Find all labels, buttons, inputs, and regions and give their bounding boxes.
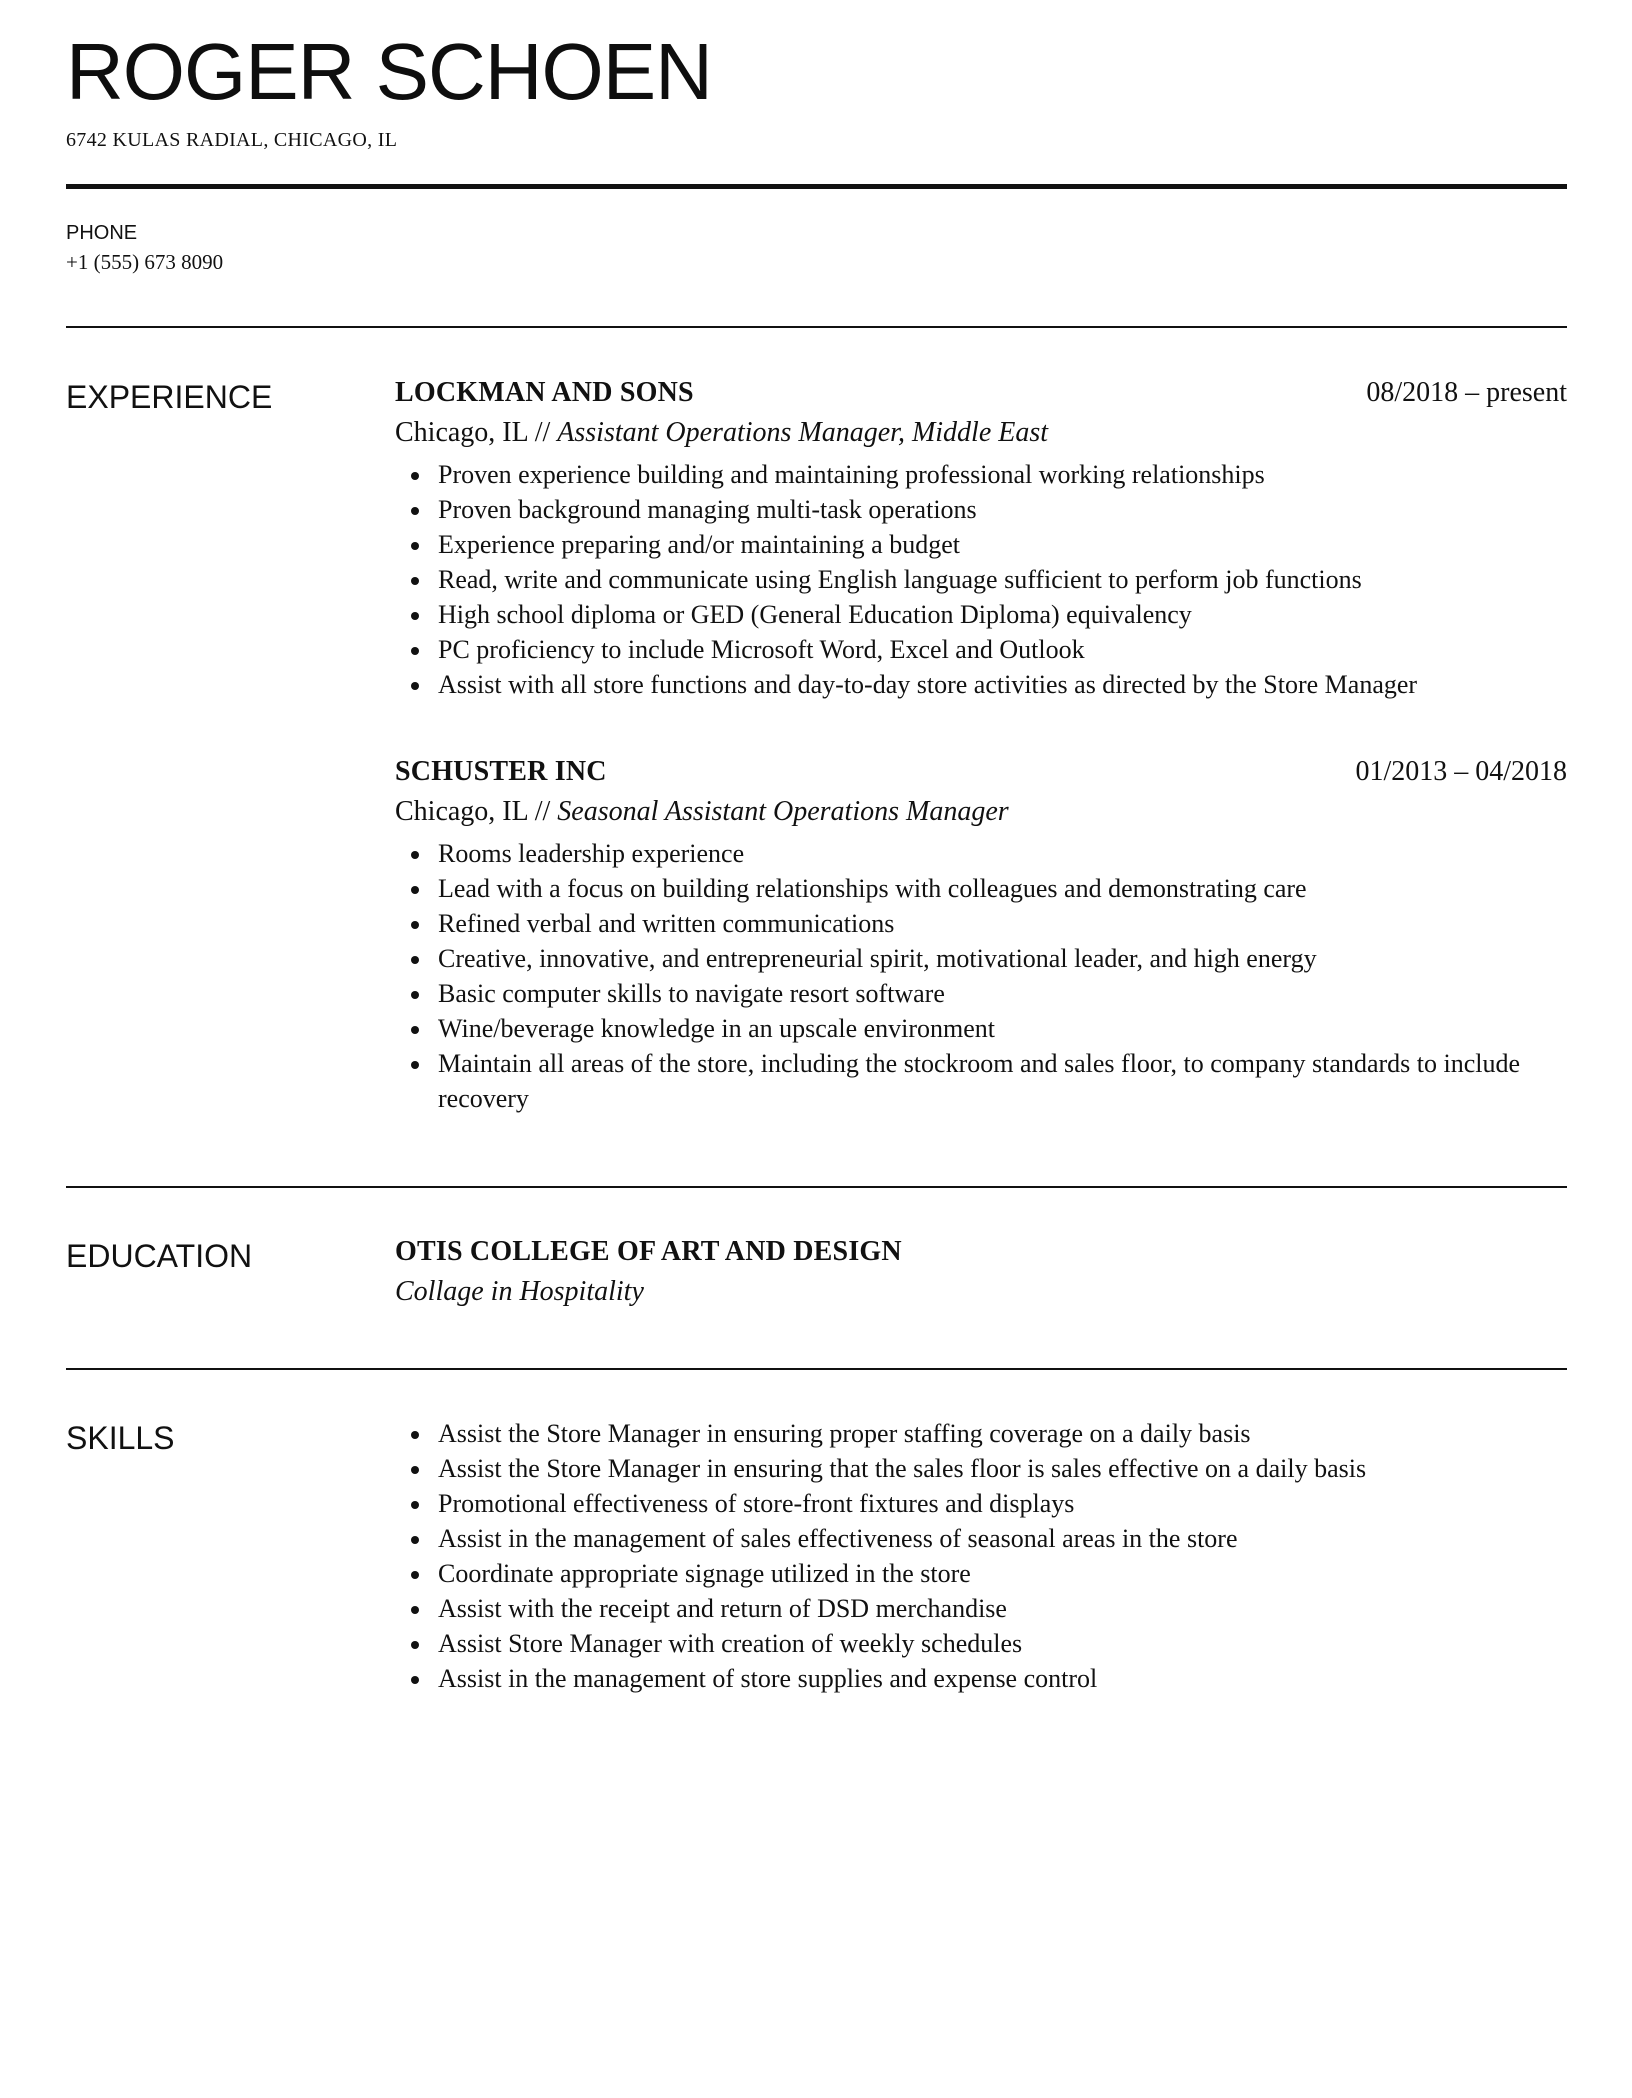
- job-bullet: Experience preparing and/or maintaining a budget: [409, 527, 1567, 562]
- skill-item: Assist the Store Manager in ensuring that the sales floor is sales effective on a daily basis: [409, 1451, 1567, 1486]
- job-bullet: Basic computer skills to navigate resort software: [409, 976, 1567, 1011]
- education-divider: [66, 1368, 1567, 1370]
- education-school: OTIS COLLEGE OF ART AND DESIGN: [395, 1236, 902, 1267]
- education-section: [66, 1234, 1567, 1310]
- skill-item: Coordinate appropriate signage utilized in the store: [409, 1556, 1567, 1591]
- job-bullet: Refined verbal and written communications: [409, 906, 1567, 941]
- experience-divider: [66, 1186, 1567, 1188]
- job-bullet: Creative, innovative, and entrepreneurial spirit, motivational leader, and high energy: [409, 941, 1567, 976]
- education-body: [395, 1234, 1567, 1310]
- job-bullet: Lead with a focus on building relationships with colleagues and demonstrating care: [409, 871, 1567, 906]
- phone-value: +1 (555) 673 8090: [66, 250, 224, 274]
- header-divider: [66, 184, 1567, 189]
- job-bullet: Rooms leadership experience: [409, 836, 1567, 871]
- experience-body: [395, 375, 1567, 1116]
- experience-heading: EXPERIENCE: [66, 379, 273, 415]
- job-bullet: Assist with all store functions and day-to-day store activities as directed by the Store Manager: [409, 667, 1567, 702]
- skills-list: [395, 1416, 1567, 1696]
- experience-section: [66, 375, 1567, 1116]
- education-heading: EDUCATION: [66, 1238, 253, 1274]
- skill-item: Assist with the receipt and return of DSD merchandise: [409, 1591, 1567, 1626]
- job-bullet: Wine/beverage knowledge in an upscale environment: [409, 1011, 1567, 1046]
- skill-item: Assist in the management of sales effectiveness of seasonal areas in the store: [409, 1521, 1567, 1556]
- job-location: Chicago, IL: [395, 417, 528, 448]
- job-bullet: PC proficiency to include Microsoft Word, Excel and Outlook: [409, 632, 1567, 667]
- education-degree: Collage in Hospitality: [395, 1276, 644, 1307]
- job-company: SCHUSTER INC: [395, 756, 607, 787]
- job-separator: //: [534, 796, 551, 827]
- phone-label: PHONE: [66, 222, 138, 244]
- contact-divider: [66, 326, 1567, 328]
- job-entry: [395, 754, 1567, 1116]
- skill-item: Promotional effectiveness of store-front fixtures and displays: [409, 1486, 1567, 1521]
- skills-body: [395, 1416, 1567, 1696]
- job-company: LOCKMAN AND SONS: [395, 377, 694, 408]
- skill-item: Assist Store Manager with creation of weekly schedules: [409, 1626, 1567, 1661]
- job-bullets: [395, 836, 1567, 1116]
- job-bullet: High school diploma or GED (General Education Diploma) equivalency: [409, 597, 1567, 632]
- job-location: Chicago, IL: [395, 796, 528, 827]
- job-title: Seasonal Assistant Operations Manager: [557, 796, 1009, 827]
- job-header: [395, 754, 1567, 790]
- job-dates: 08/2018 – present: [1366, 377, 1567, 408]
- skills-heading: SKILLS: [66, 1420, 175, 1456]
- job-title: Assistant Operations Manager, Middle East: [557, 417, 1049, 448]
- job-separator: //: [534, 417, 551, 448]
- job-bullet: Read, write and communicate using English language sufficient to perform job functions: [409, 562, 1567, 597]
- candidate-address: 6742 KULAS RADIAL, CHICAGO, IL: [66, 129, 398, 151]
- job-bullet: Maintain all areas of the store, including the stockroom and sales floor, to company standards to include recovery: [409, 1046, 1567, 1116]
- job-location-line: [395, 794, 1567, 830]
- job-header: [395, 375, 1567, 411]
- skill-item: Assist in the management of store supplies and expense control: [409, 1661, 1567, 1696]
- job-entry: [395, 375, 1567, 702]
- job-bullets: [395, 457, 1567, 702]
- job-bullet: Proven experience building and maintaining professional working relationships: [409, 457, 1567, 492]
- job-bullet: Proven background managing multi-task operations: [409, 492, 1567, 527]
- skill-item: Assist the Store Manager in ensuring proper staffing coverage on a daily basis: [409, 1416, 1567, 1451]
- skills-section: [66, 1416, 1567, 1696]
- resume-page: [66, 27, 1567, 1696]
- job-location-line: [395, 415, 1567, 451]
- job-dates: 01/2013 – 04/2018: [1355, 756, 1567, 787]
- candidate-name: ROGER SCHOEN: [66, 27, 712, 116]
